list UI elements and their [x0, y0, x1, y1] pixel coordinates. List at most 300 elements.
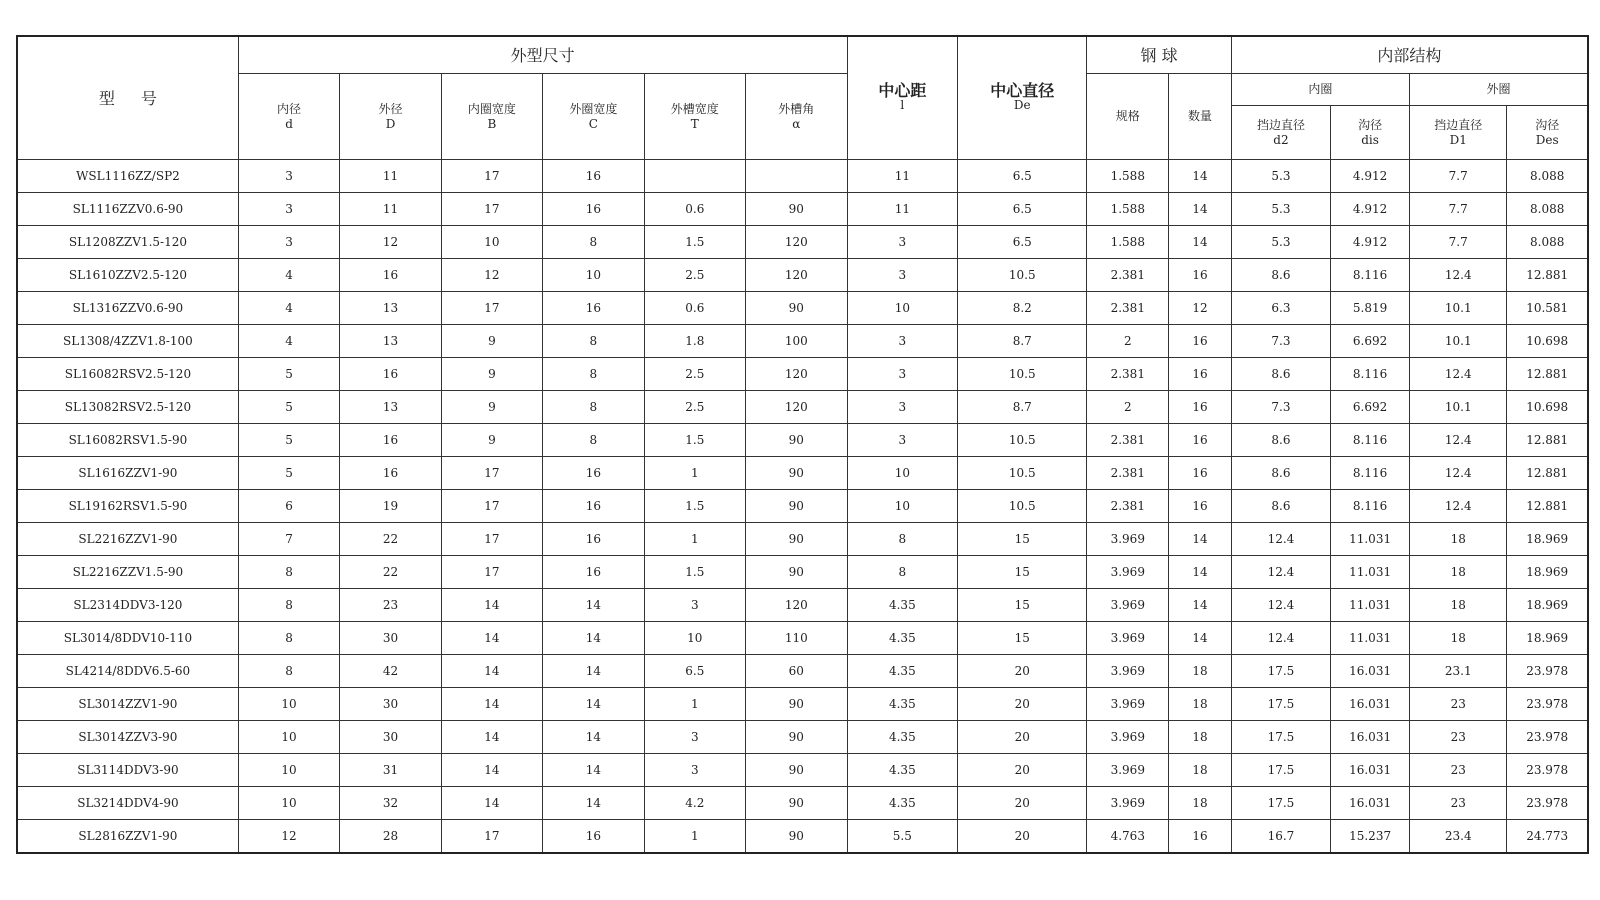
cell-De: 20 — [958, 754, 1087, 787]
table-row — [17, 259, 1588, 292]
cell-B: 10 — [441, 226, 542, 259]
col-Des-symbol: Des — [1535, 132, 1559, 147]
table-row — [17, 754, 1588, 787]
cell-dis: 11.031 — [1331, 556, 1410, 589]
cell-alpha: 120 — [746, 358, 847, 391]
cell-D1: 12.4 — [1410, 457, 1507, 490]
cell-dis: 8.116 — [1331, 490, 1410, 523]
col-D-symbol: D — [385, 116, 396, 131]
cell-B: 17 — [441, 490, 542, 523]
cell-model: SL4214/8DDV6.5-60 — [17, 655, 238, 688]
cell-B: 14 — [441, 655, 542, 688]
cell-Des: 12.881 — [1507, 424, 1588, 457]
cell-alpha: 90 — [746, 490, 847, 523]
table-row — [17, 292, 1588, 325]
cell-d: 3 — [238, 160, 339, 193]
cell-D: 13 — [340, 325, 441, 358]
cell-D: 30 — [340, 622, 441, 655]
cell-C: 14 — [543, 787, 644, 820]
model-header — [17, 36, 238, 160]
cell-D: 22 — [340, 556, 441, 589]
col-header-d2 — [1231, 106, 1330, 160]
cell-d: 10 — [238, 688, 339, 721]
col-header-dis — [1331, 106, 1410, 160]
center-diameter-label: 中心直径 — [990, 81, 1055, 100]
cell-l: 4.35 — [847, 622, 958, 655]
cell-d2: 8.6 — [1231, 259, 1330, 292]
table-row — [17, 391, 1588, 424]
cell-ball-qty: 14 — [1169, 622, 1232, 655]
cell-dis: 11.031 — [1331, 589, 1410, 622]
col-dis-label: 沟径 — [1358, 117, 1383, 132]
cell-d: 4 — [238, 325, 339, 358]
cell-ball-qty: 14 — [1169, 160, 1232, 193]
cell-d: 5 — [238, 424, 339, 457]
cell-D1: 23.1 — [1410, 655, 1507, 688]
table-row — [17, 160, 1588, 193]
cell-model: WSL1116ZZ/SP2 — [17, 160, 238, 193]
cell-ball-spec: 3.969 — [1087, 688, 1169, 721]
cell-dis: 8.116 — [1331, 259, 1410, 292]
cell-T: 1.5 — [644, 490, 745, 523]
cell-Des: 8.088 — [1507, 226, 1588, 259]
cell-Des: 18.969 — [1507, 622, 1588, 655]
cell-C: 16 — [543, 490, 644, 523]
cell-C: 16 — [543, 556, 644, 589]
cell-T: 3 — [644, 754, 745, 787]
table-body — [17, 160, 1588, 854]
center-distance-label: 中心距 — [878, 81, 927, 100]
cell-d: 12 — [238, 820, 339, 854]
table-row — [17, 490, 1588, 523]
cell-dis: 11.031 — [1331, 622, 1410, 655]
cell-l: 10 — [847, 490, 958, 523]
cell-T: 1.5 — [644, 424, 745, 457]
cell-T: 0.6 — [644, 292, 745, 325]
cell-ball-qty: 18 — [1169, 688, 1232, 721]
cell-ball-qty: 16 — [1169, 259, 1232, 292]
cell-d2: 17.5 — [1231, 688, 1330, 721]
col-qty-label: 数量 — [1188, 109, 1213, 123]
cell-d: 10 — [238, 787, 339, 820]
cell-D: 12 — [340, 226, 441, 259]
col-header-Des — [1507, 106, 1588, 160]
cell-C: 16 — [543, 457, 644, 490]
cell-D1: 12.4 — [1410, 358, 1507, 391]
table-row — [17, 688, 1588, 721]
cell-D: 23 — [340, 589, 441, 622]
cell-D1: 18 — [1410, 589, 1507, 622]
cell-d: 3 — [238, 193, 339, 226]
col-B-symbol: B — [487, 116, 497, 131]
cell-D1: 10.1 — [1410, 325, 1507, 358]
table-row — [17, 721, 1588, 754]
cell-d: 10 — [238, 721, 339, 754]
cell-B: 9 — [441, 325, 542, 358]
cell-d2: 17.5 — [1231, 655, 1330, 688]
cell-D1: 12.4 — [1410, 424, 1507, 457]
cell-d: 5 — [238, 358, 339, 391]
cell-D: 30 — [340, 688, 441, 721]
cell-l: 4.35 — [847, 787, 958, 820]
cell-B: 9 — [441, 424, 542, 457]
cell-d2: 7.3 — [1231, 325, 1330, 358]
col-Des-label: 沟径 — [1535, 117, 1560, 132]
table-row — [17, 193, 1588, 226]
col-alpha-label: 外槽角 — [778, 101, 815, 116]
table-row — [17, 820, 1588, 854]
cell-C: 14 — [543, 754, 644, 787]
cell-ball-spec: 2.381 — [1087, 490, 1169, 523]
cell-model: SL2314DDV3-120 — [17, 589, 238, 622]
cell-l: 8 — [847, 556, 958, 589]
cell-alpha: 90 — [746, 193, 847, 226]
col-alpha-symbol: α — [792, 116, 801, 131]
cell-Des: 12.881 — [1507, 490, 1588, 523]
cell-d: 3 — [238, 226, 339, 259]
cell-ball-qty: 16 — [1169, 424, 1232, 457]
col-spec-label: 规格 — [1115, 109, 1140, 123]
cell-alpha: 90 — [746, 556, 847, 589]
table-row — [17, 457, 1588, 490]
cell-T: 2.5 — [644, 259, 745, 292]
cell-D1: 23 — [1410, 721, 1507, 754]
cell-dis: 6.692 — [1331, 325, 1410, 358]
cell-ball-spec: 3.969 — [1087, 589, 1169, 622]
cell-l: 3 — [847, 259, 958, 292]
cell-B: 9 — [441, 391, 542, 424]
cell-dis: 8.116 — [1331, 358, 1410, 391]
cell-d2: 12.4 — [1231, 589, 1330, 622]
cell-ball-spec: 1.588 — [1087, 160, 1169, 193]
cell-B: 9 — [441, 358, 542, 391]
cell-alpha: 90 — [746, 754, 847, 787]
cell-model: SL1616ZZV1-90 — [17, 457, 238, 490]
col-header-B — [441, 74, 542, 160]
cell-alpha: 120 — [746, 589, 847, 622]
cell-l: 11 — [847, 193, 958, 226]
cell-dis: 4.912 — [1331, 193, 1410, 226]
cell-Des: 12.881 — [1507, 259, 1588, 292]
cell-d2: 16.7 — [1231, 820, 1330, 854]
table-row — [17, 325, 1588, 358]
cell-T — [644, 160, 745, 193]
cell-De: 10.5 — [958, 490, 1087, 523]
cell-D: 16 — [340, 424, 441, 457]
cell-d2: 17.5 — [1231, 754, 1330, 787]
cell-dis: 4.912 — [1331, 160, 1410, 193]
col-T-label: 外槽宽度 — [670, 101, 719, 116]
cell-model: SL16082RSV2.5-120 — [17, 358, 238, 391]
col-d-symbol: d — [285, 116, 293, 131]
cell-alpha: 120 — [746, 391, 847, 424]
cell-model: SL2816ZZV1-90 — [17, 820, 238, 854]
center-distance-symbol: l — [900, 98, 905, 112]
col-d2-label: 挡边直径 — [1256, 117, 1305, 132]
table-header — [17, 36, 1588, 160]
cell-De: 15 — [958, 523, 1087, 556]
cell-dis: 16.031 — [1331, 754, 1410, 787]
cell-alpha: 120 — [746, 259, 847, 292]
cell-Des: 23.978 — [1507, 787, 1588, 820]
cell-l: 3 — [847, 424, 958, 457]
cell-d2: 5.3 — [1231, 226, 1330, 259]
cell-ball-spec: 2.381 — [1087, 259, 1169, 292]
cell-D: 11 — [340, 160, 441, 193]
cell-T: 2.5 — [644, 391, 745, 424]
cell-C: 8 — [543, 391, 644, 424]
cell-d: 4 — [238, 292, 339, 325]
cell-D: 16 — [340, 457, 441, 490]
cell-alpha: 90 — [746, 523, 847, 556]
col-D-label: 外径 — [378, 101, 403, 116]
cell-dis: 8.116 — [1331, 457, 1410, 490]
cell-ball-qty: 14 — [1169, 556, 1232, 589]
cell-model: SL1208ZZV1.5-120 — [17, 226, 238, 259]
cell-d: 5 — [238, 391, 339, 424]
cell-model: SL1610ZZV2.5-120 — [17, 259, 238, 292]
cell-l: 4.35 — [847, 721, 958, 754]
cell-De: 10.5 — [958, 424, 1087, 457]
internal-structure-header: 内部结构 — [1231, 36, 1588, 74]
cell-ball-spec: 2.381 — [1087, 457, 1169, 490]
cell-model: SL3014ZZV3-90 — [17, 721, 238, 754]
cell-ball-spec: 2 — [1087, 325, 1169, 358]
cell-ball-qty: 14 — [1169, 523, 1232, 556]
cell-d: 6 — [238, 490, 339, 523]
cell-d2: 6.3 — [1231, 292, 1330, 325]
cell-D1: 12.4 — [1410, 259, 1507, 292]
cell-B: 17 — [441, 457, 542, 490]
table-row — [17, 226, 1588, 259]
cell-dis: 15.237 — [1331, 820, 1410, 854]
cell-C: 16 — [543, 523, 644, 556]
cell-B: 14 — [441, 787, 542, 820]
cell-l: 4.35 — [847, 655, 958, 688]
cell-T: 10 — [644, 622, 745, 655]
cell-model: SL1316ZZV0.6-90 — [17, 292, 238, 325]
cell-Des: 12.881 — [1507, 457, 1588, 490]
cell-De: 10.5 — [958, 457, 1087, 490]
cell-ball-qty: 16 — [1169, 391, 1232, 424]
cell-D: 28 — [340, 820, 441, 854]
cell-D1: 10.1 — [1410, 391, 1507, 424]
cell-Des: 23.978 — [1507, 688, 1588, 721]
cell-D: 31 — [340, 754, 441, 787]
cell-dis: 16.031 — [1331, 688, 1410, 721]
cell-d: 10 — [238, 754, 339, 787]
cell-B: 17 — [441, 160, 542, 193]
cell-D1: 23 — [1410, 754, 1507, 787]
cell-d2: 5.3 — [1231, 193, 1330, 226]
cell-ball-spec: 2.381 — [1087, 292, 1169, 325]
cell-T: 1 — [644, 688, 745, 721]
cell-ball-qty: 16 — [1169, 820, 1232, 854]
cell-d: 7 — [238, 523, 339, 556]
cell-Des: 23.978 — [1507, 754, 1588, 787]
table-row — [17, 589, 1588, 622]
cell-Des: 10.698 — [1507, 325, 1588, 358]
cell-B: 14 — [441, 688, 542, 721]
cell-ball-spec: 3.969 — [1087, 721, 1169, 754]
cell-d: 8 — [238, 655, 339, 688]
cell-D1: 7.7 — [1410, 160, 1507, 193]
table-row — [17, 424, 1588, 457]
inner-ring-header: 内圈 — [1231, 74, 1409, 106]
cell-dis: 11.031 — [1331, 523, 1410, 556]
cell-ball-spec: 3.969 — [1087, 523, 1169, 556]
cell-ball-qty: 16 — [1169, 457, 1232, 490]
cell-De: 15 — [958, 622, 1087, 655]
cell-De: 15 — [958, 589, 1087, 622]
cell-l: 3 — [847, 358, 958, 391]
cell-B: 14 — [441, 721, 542, 754]
cell-T: 3 — [644, 721, 745, 754]
cell-D: 16 — [340, 358, 441, 391]
cell-C: 16 — [543, 193, 644, 226]
cell-l: 5.5 — [847, 820, 958, 854]
cell-D: 30 — [340, 721, 441, 754]
cell-ball-qty: 18 — [1169, 754, 1232, 787]
cell-De: 20 — [958, 655, 1087, 688]
cell-ball-qty: 16 — [1169, 358, 1232, 391]
cell-model: SL2216ZZV1.5-90 — [17, 556, 238, 589]
cell-ball-qty: 18 — [1169, 787, 1232, 820]
cell-l: 4.35 — [847, 589, 958, 622]
cell-d: 8 — [238, 622, 339, 655]
center-diameter-symbol: De — [1013, 98, 1031, 112]
cell-D1: 7.7 — [1410, 226, 1507, 259]
cell-alpha: 90 — [746, 820, 847, 854]
cell-d2: 7.3 — [1231, 391, 1330, 424]
col-header-D1 — [1410, 106, 1507, 160]
cell-dis: 8.116 — [1331, 424, 1410, 457]
cell-d2: 8.6 — [1231, 424, 1330, 457]
cell-D: 13 — [340, 391, 441, 424]
cell-C: 14 — [543, 655, 644, 688]
cell-B: 14 — [441, 754, 542, 787]
cell-C: 16 — [543, 292, 644, 325]
cell-alpha: 60 — [746, 655, 847, 688]
col-C-label: 外圈宽度 — [569, 101, 618, 116]
cell-d2: 12.4 — [1231, 556, 1330, 589]
cell-d2: 12.4 — [1231, 622, 1330, 655]
table-row — [17, 358, 1588, 391]
cell-l: 11 — [847, 160, 958, 193]
cell-D: 42 — [340, 655, 441, 688]
cell-De: 10.5 — [958, 259, 1087, 292]
cell-De: 6.5 — [958, 160, 1087, 193]
cell-D1: 23 — [1410, 688, 1507, 721]
cell-l: 8 — [847, 523, 958, 556]
spec-sheet — [16, 35, 1589, 854]
cell-model: SL1308/4ZZV1.8-100 — [17, 325, 238, 358]
cell-T: 1.5 — [644, 556, 745, 589]
col-D1-label: 挡边直径 — [1434, 117, 1483, 132]
cell-d2: 8.6 — [1231, 457, 1330, 490]
cell-d2: 8.6 — [1231, 490, 1330, 523]
cell-ball-qty: 18 — [1169, 655, 1232, 688]
cell-alpha: 90 — [746, 292, 847, 325]
cell-model: SL3014ZZV1-90 — [17, 688, 238, 721]
cell-Des: 23.978 — [1507, 721, 1588, 754]
cell-C: 8 — [543, 226, 644, 259]
cell-T: 3 — [644, 589, 745, 622]
cell-l: 3 — [847, 226, 958, 259]
col-dis-symbol: dis — [1361, 132, 1379, 147]
table-row — [17, 556, 1588, 589]
cell-D1: 7.7 — [1410, 193, 1507, 226]
cell-B: 17 — [441, 820, 542, 854]
cell-Des: 12.881 — [1507, 358, 1588, 391]
col-header-alpha — [746, 74, 847, 160]
col-header-T — [644, 74, 745, 160]
cell-model: SL13082RSV2.5-120 — [17, 391, 238, 424]
cell-T: 1 — [644, 820, 745, 854]
cell-ball-spec: 1.588 — [1087, 226, 1169, 259]
cell-dis: 16.031 — [1331, 721, 1410, 754]
center-diameter-header — [958, 36, 1087, 160]
cell-model: SL3114DDV3-90 — [17, 754, 238, 787]
cell-ball-qty: 14 — [1169, 589, 1232, 622]
cell-ball-spec: 4.763 — [1087, 820, 1169, 854]
cell-alpha: 90 — [746, 424, 847, 457]
cell-T: 4.2 — [644, 787, 745, 820]
cell-De: 8.2 — [958, 292, 1087, 325]
cell-d2: 5.3 — [1231, 160, 1330, 193]
cell-l: 4.35 — [847, 754, 958, 787]
cell-l: 10 — [847, 292, 958, 325]
cell-ball-spec: 2.381 — [1087, 358, 1169, 391]
cell-d: 8 — [238, 556, 339, 589]
cell-model: SL2216ZZV1-90 — [17, 523, 238, 556]
col-d2-symbol: d2 — [1273, 132, 1289, 147]
cell-alpha: 90 — [746, 787, 847, 820]
cell-T: 0.6 — [644, 193, 745, 226]
cell-De: 8.7 — [958, 391, 1087, 424]
cell-D: 11 — [340, 193, 441, 226]
cell-Des: 18.969 — [1507, 523, 1588, 556]
col-header-qty — [1169, 74, 1232, 160]
cell-B: 17 — [441, 193, 542, 226]
col-header-spec — [1087, 74, 1169, 160]
cell-C: 14 — [543, 721, 644, 754]
cell-T: 6.5 — [644, 655, 745, 688]
cell-De: 20 — [958, 721, 1087, 754]
table-row — [17, 622, 1588, 655]
cell-ball-spec: 2 — [1087, 391, 1169, 424]
cell-T: 1.8 — [644, 325, 745, 358]
cell-D1: 12.4 — [1410, 490, 1507, 523]
cell-T: 1 — [644, 457, 745, 490]
cell-dis: 4.912 — [1331, 226, 1410, 259]
table-row — [17, 655, 1588, 688]
cell-alpha: 90 — [746, 457, 847, 490]
cell-l: 4.35 — [847, 688, 958, 721]
cell-D: 32 — [340, 787, 441, 820]
cell-T: 2.5 — [644, 358, 745, 391]
cell-C: 14 — [543, 589, 644, 622]
cell-B: 17 — [441, 292, 542, 325]
cell-dis: 16.031 — [1331, 787, 1410, 820]
cell-B: 17 — [441, 556, 542, 589]
cell-De: 20 — [958, 688, 1087, 721]
cell-D1: 23.4 — [1410, 820, 1507, 854]
cell-model: SL3014/8DDV10-110 — [17, 622, 238, 655]
col-header-d — [238, 74, 339, 160]
cell-d: 8 — [238, 589, 339, 622]
cell-ball-qty: 14 — [1169, 226, 1232, 259]
